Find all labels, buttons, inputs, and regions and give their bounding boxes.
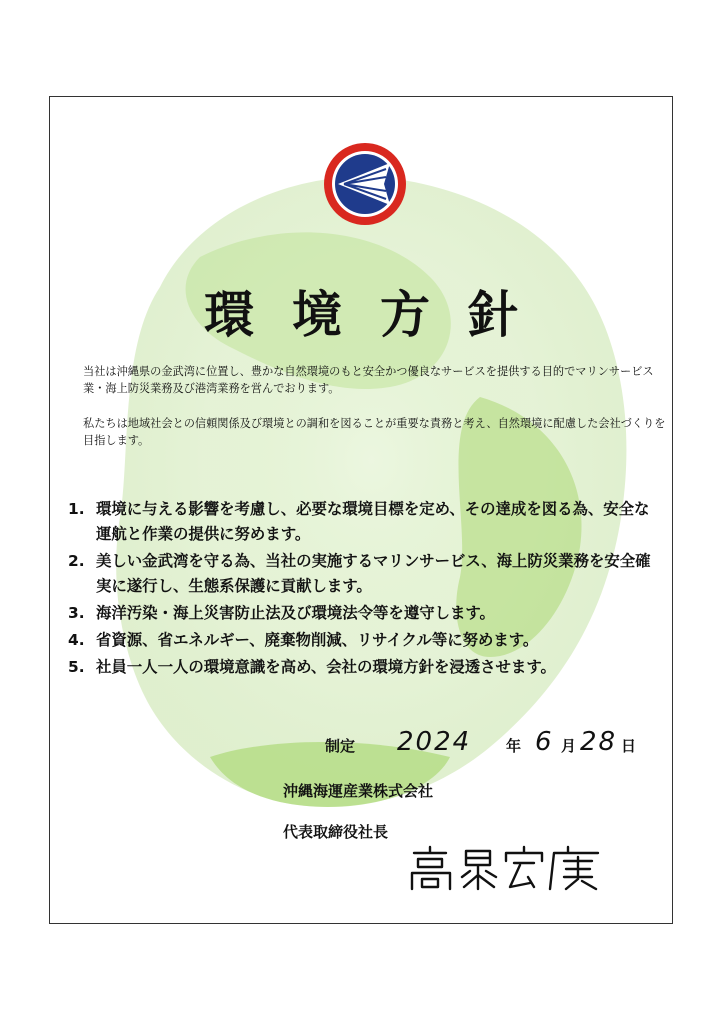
company-name: 沖縄海運産業株式会社 bbox=[283, 782, 434, 800]
handwritten-signature bbox=[406, 843, 606, 893]
policy-item-number: 4. bbox=[68, 631, 85, 649]
enactment-year: 2024 bbox=[397, 727, 472, 757]
page-title: 環境方針 bbox=[204, 285, 556, 344]
policy-item bbox=[50, 497, 672, 547]
intro-paragraph: 私たちは地域社会との信頼関係及び環境との調和を図ることが重要な責務と考え、自然環境に配慮した会社づくりを目指します。 bbox=[83, 417, 666, 447]
policy-item-number: 2. bbox=[68, 552, 85, 570]
company-logo-emblem bbox=[322, 141, 408, 227]
policy-item bbox=[50, 655, 672, 680]
policy-item bbox=[50, 628, 672, 653]
year-unit: 年 bbox=[506, 737, 522, 755]
policy-list bbox=[50, 497, 672, 682]
policy-item-number: 5. bbox=[68, 658, 85, 676]
month-unit: 月 bbox=[561, 737, 577, 755]
enactment-month: 6 bbox=[535, 727, 554, 757]
intro-paragraph: 当社は沖縄県の金武湾に位置し、豊かな自然環境のもと安全かつ優良なサービスを提供する目的でマリンサービス業・海上防災業務及び港湾業務を営んでおります。 bbox=[83, 365, 654, 395]
policy-item-number: 3. bbox=[68, 604, 85, 622]
policy-item-text: 省資源、省エネルギー、廃棄物削減、リサイクル等に努めます。 bbox=[96, 631, 539, 649]
representative-title: 代表取締役社長 bbox=[283, 823, 389, 841]
policy-item-text: 美しい金武湾を守る為、当社の実施するマリンサービス、海上防災業務を安全確実に遂行し、生態系保護に貢献します。 bbox=[96, 552, 651, 595]
policy-item-text: 社員一人一人の環境意識を高め、会社の環境方針を浸透させます。 bbox=[96, 658, 556, 676]
document-frame bbox=[49, 96, 673, 924]
policy-item-text: 海洋汚染・海上災害防止法及び環境法令等を遵守します。 bbox=[96, 604, 495, 622]
enactment-day: 28 bbox=[580, 727, 618, 757]
enactment-label: 制定 bbox=[325, 737, 356, 755]
day-unit: 日 bbox=[621, 737, 637, 755]
policy-item-number: 1. bbox=[68, 500, 85, 518]
policy-item-text: 環境に与える影響を考慮し、必要な環境目標を定め、その達成を図る為、安全な運航と作業の提供に努めます。 bbox=[96, 500, 650, 543]
policy-item bbox=[50, 549, 672, 599]
enactment-date bbox=[325, 727, 665, 773]
policy-item bbox=[50, 601, 672, 626]
